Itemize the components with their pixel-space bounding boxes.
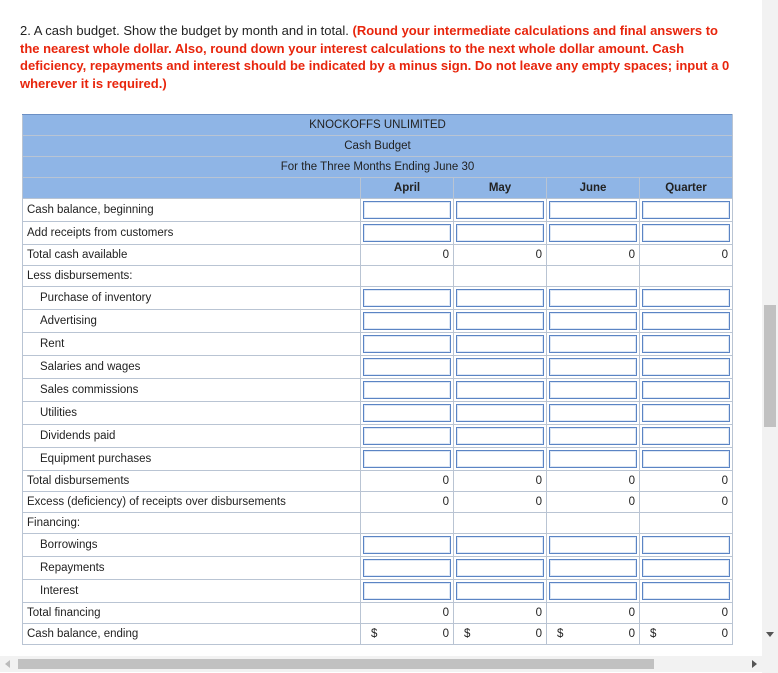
amount-input[interactable] — [363, 559, 451, 577]
input-cell — [640, 448, 733, 471]
input-cell — [454, 310, 547, 333]
scroll-down-arrow-icon[interactable] — [766, 632, 774, 637]
row-label: Excess (deficiency) of receipts over disbursements — [23, 492, 361, 513]
row-label: Utilities — [23, 402, 361, 425]
computed-value: 0 — [361, 492, 454, 513]
ending-balance-cell — [454, 624, 547, 645]
vertical-scroll-thumb[interactable] — [764, 305, 776, 427]
currency-sign: $ — [464, 628, 471, 640]
row-label: Cash balance, ending — [23, 624, 361, 645]
amount-input[interactable] — [363, 289, 451, 307]
ending-balance-value: 0 — [721, 628, 728, 640]
empty-cell — [547, 513, 640, 534]
amount-input[interactable] — [456, 358, 544, 376]
row-label: Purchase of inventory — [23, 287, 361, 310]
instructions — [20, 22, 740, 92]
ending-balance-cell — [640, 624, 733, 645]
company-name: KNOCKOFFS UNLIMITED — [23, 115, 733, 136]
computed-value: 0 — [547, 492, 640, 513]
amount-input[interactable] — [549, 450, 637, 468]
column-header-blank — [23, 178, 361, 199]
ending-balance-value: 0 — [535, 628, 542, 640]
instructions-prefix: 2. A cash budget. Show the budget by month and in total. — [20, 23, 349, 38]
amount-input[interactable] — [363, 582, 451, 600]
column-header-quarter: Quarter — [640, 178, 733, 199]
input-cell — [454, 580, 547, 603]
budget-row — [23, 379, 733, 402]
empty-cell — [361, 513, 454, 534]
currency-sign: $ — [371, 628, 378, 640]
amount-input[interactable] — [642, 224, 730, 242]
input-cell — [547, 287, 640, 310]
amount-input[interactable] — [642, 289, 730, 307]
amount-input[interactable] — [363, 312, 451, 330]
input-cell — [640, 310, 733, 333]
budget-row — [23, 534, 733, 557]
input-cell — [454, 333, 547, 356]
budget-row — [23, 199, 733, 222]
budget-row — [23, 624, 733, 645]
amount-input[interactable] — [456, 582, 544, 600]
computed-value: 0 — [361, 471, 454, 492]
input-cell — [640, 287, 733, 310]
input-cell — [361, 287, 454, 310]
input-cell — [361, 580, 454, 603]
input-cell — [454, 199, 547, 222]
amount-input[interactable] — [642, 312, 730, 330]
row-label: Equipment purchases — [23, 448, 361, 471]
budget-row — [23, 356, 733, 379]
amount-input[interactable] — [363, 536, 451, 554]
input-cell — [547, 557, 640, 580]
amount-input[interactable] — [456, 450, 544, 468]
computed-value: 0 — [640, 603, 733, 624]
empty-cell — [361, 266, 454, 287]
row-label: Dividends paid — [23, 425, 361, 448]
budget-row — [23, 245, 733, 266]
budget-row — [23, 266, 733, 287]
column-header-june: June — [547, 178, 640, 199]
computed-value: 0 — [454, 245, 547, 266]
input-cell — [361, 379, 454, 402]
budget-row — [23, 425, 733, 448]
amount-input[interactable] — [549, 335, 637, 353]
row-label: Rent — [23, 333, 361, 356]
budget-row — [23, 448, 733, 471]
input-cell — [361, 222, 454, 245]
column-header-april: April — [361, 178, 454, 199]
amount-input[interactable] — [549, 582, 637, 600]
vertical-scrollbar[interactable] — [762, 0, 778, 673]
input-cell — [547, 534, 640, 557]
amount-input[interactable] — [363, 381, 451, 399]
input-cell — [547, 222, 640, 245]
amount-input[interactable] — [456, 404, 544, 422]
budget-row — [23, 402, 733, 425]
ending-balance-value: 0 — [442, 628, 449, 640]
amount-input[interactable] — [549, 381, 637, 399]
input-cell — [640, 534, 733, 557]
instructions-emphasis: (Round your intermediate calculations and final answers to the nearest whole dollar. Also, round down your interest calculations to the next whole dollar amount. Cash deficiency, repayments and interest should be indicated by a minus sign. Do not leave any empty spaces; input a 0 wherever it is required.) — [20, 23, 730, 91]
input-cell — [547, 333, 640, 356]
row-label: Sales commissions — [23, 379, 361, 402]
amount-input[interactable] — [363, 404, 451, 422]
input-cell — [361, 199, 454, 222]
amount-input[interactable] — [549, 358, 637, 376]
row-label: Salaries and wages — [23, 356, 361, 379]
amount-input[interactable] — [363, 224, 451, 242]
amount-input[interactable] — [456, 312, 544, 330]
amount-input[interactable] — [456, 427, 544, 445]
budget-row — [23, 310, 733, 333]
computed-value: 0 — [640, 471, 733, 492]
budget-row — [23, 333, 733, 356]
empty-cell — [640, 266, 733, 287]
row-label: Total disbursements — [23, 471, 361, 492]
budget-row — [23, 603, 733, 624]
input-cell — [547, 379, 640, 402]
currency-sign: $ — [650, 628, 657, 640]
input-cell — [361, 402, 454, 425]
computed-value: 0 — [454, 603, 547, 624]
input-cell — [454, 287, 547, 310]
amount-input[interactable] — [456, 224, 544, 242]
budget-period: For the Three Months Ending June 30 — [23, 157, 733, 178]
horizontal-scroll-thumb[interactable] — [18, 659, 654, 669]
input-cell — [361, 557, 454, 580]
input-cell — [547, 580, 640, 603]
budget-row — [23, 492, 733, 513]
amount-input[interactable] — [549, 312, 637, 330]
input-cell — [361, 310, 454, 333]
row-label: Advertising — [23, 310, 361, 333]
input-cell — [454, 222, 547, 245]
input-cell — [454, 356, 547, 379]
budget-row — [23, 557, 733, 580]
input-cell — [454, 425, 547, 448]
input-cell — [361, 425, 454, 448]
ending-balance-value: 0 — [628, 628, 635, 640]
amount-input[interactable] — [642, 201, 730, 219]
horizontal-scrollbar[interactable] — [0, 656, 762, 672]
amount-input[interactable] — [549, 404, 637, 422]
amount-input[interactable] — [642, 450, 730, 468]
amount-input[interactable] — [456, 289, 544, 307]
column-header-may: May — [454, 178, 547, 199]
row-label: Add receipts from customers — [23, 222, 361, 245]
amount-input[interactable] — [642, 404, 730, 422]
amount-input[interactable] — [549, 427, 637, 445]
row-label: Borrowings — [23, 534, 361, 557]
input-cell — [547, 199, 640, 222]
ending-balance-cell — [547, 624, 640, 645]
amount-input[interactable] — [642, 559, 730, 577]
amount-input[interactable] — [549, 289, 637, 307]
empty-cell — [547, 266, 640, 287]
amount-input[interactable] — [363, 450, 451, 468]
amount-input[interactable] — [549, 536, 637, 554]
row-label: Cash balance, beginning — [23, 199, 361, 222]
computed-value: 0 — [640, 492, 733, 513]
budget-row — [23, 287, 733, 310]
input-cell — [361, 333, 454, 356]
row-label: Interest — [23, 580, 361, 603]
amount-input[interactable] — [549, 559, 637, 577]
scroll-right-arrow-icon[interactable] — [752, 660, 757, 668]
empty-cell — [640, 513, 733, 534]
input-cell — [454, 534, 547, 557]
budget-row — [23, 513, 733, 534]
empty-cell — [454, 513, 547, 534]
input-cell — [361, 448, 454, 471]
budget-row — [23, 222, 733, 245]
amount-input[interactable] — [456, 381, 544, 399]
input-cell — [361, 356, 454, 379]
amount-input[interactable] — [456, 559, 544, 577]
budget-row — [23, 471, 733, 492]
input-cell — [640, 356, 733, 379]
amount-input[interactable] — [642, 335, 730, 353]
input-cell — [454, 402, 547, 425]
input-cell — [640, 425, 733, 448]
computed-value: 0 — [640, 245, 733, 266]
amount-input[interactable] — [456, 536, 544, 554]
empty-cell — [454, 266, 547, 287]
currency-sign: $ — [557, 628, 564, 640]
input-cell — [640, 557, 733, 580]
computed-value: 0 — [547, 603, 640, 624]
ending-balance-cell — [361, 624, 454, 645]
input-cell — [640, 580, 733, 603]
amount-input[interactable] — [363, 335, 451, 353]
input-cell — [547, 448, 640, 471]
input-cell — [547, 425, 640, 448]
input-cell — [547, 310, 640, 333]
row-label: Total financing — [23, 603, 361, 624]
amount-input[interactable] — [456, 335, 544, 353]
row-label: Total cash available — [23, 245, 361, 266]
computed-value: 0 — [547, 471, 640, 492]
input-cell — [640, 402, 733, 425]
input-cell — [640, 333, 733, 356]
input-cell — [454, 379, 547, 402]
amount-input[interactable] — [363, 201, 451, 219]
input-cell — [454, 448, 547, 471]
budget-title: Cash Budget — [23, 136, 733, 157]
scroll-left-arrow-icon[interactable] — [5, 660, 10, 668]
amount-input[interactable] — [549, 224, 637, 242]
row-label: Less disbursements: — [23, 266, 361, 287]
amount-input[interactable] — [642, 536, 730, 554]
amount-input[interactable] — [642, 381, 730, 399]
amount-input[interactable] — [363, 358, 451, 376]
input-cell — [454, 557, 547, 580]
computed-value: 0 — [454, 471, 547, 492]
amount-input[interactable] — [456, 201, 544, 219]
input-cell — [640, 379, 733, 402]
input-cell — [640, 199, 733, 222]
input-cell — [640, 222, 733, 245]
amount-input[interactable] — [363, 427, 451, 445]
cash-budget-table — [22, 114, 733, 645]
budget-row — [23, 580, 733, 603]
amount-input[interactable] — [549, 201, 637, 219]
amount-input[interactable] — [642, 582, 730, 600]
computed-value: 0 — [547, 245, 640, 266]
row-label: Financing: — [23, 513, 361, 534]
input-cell — [547, 402, 640, 425]
computed-value: 0 — [361, 603, 454, 624]
input-cell — [361, 534, 454, 557]
row-label: Repayments — [23, 557, 361, 580]
input-cell — [547, 356, 640, 379]
computed-value: 0 — [361, 245, 454, 266]
amount-input[interactable] — [642, 427, 730, 445]
computed-value: 0 — [454, 492, 547, 513]
amount-input[interactable] — [642, 358, 730, 376]
